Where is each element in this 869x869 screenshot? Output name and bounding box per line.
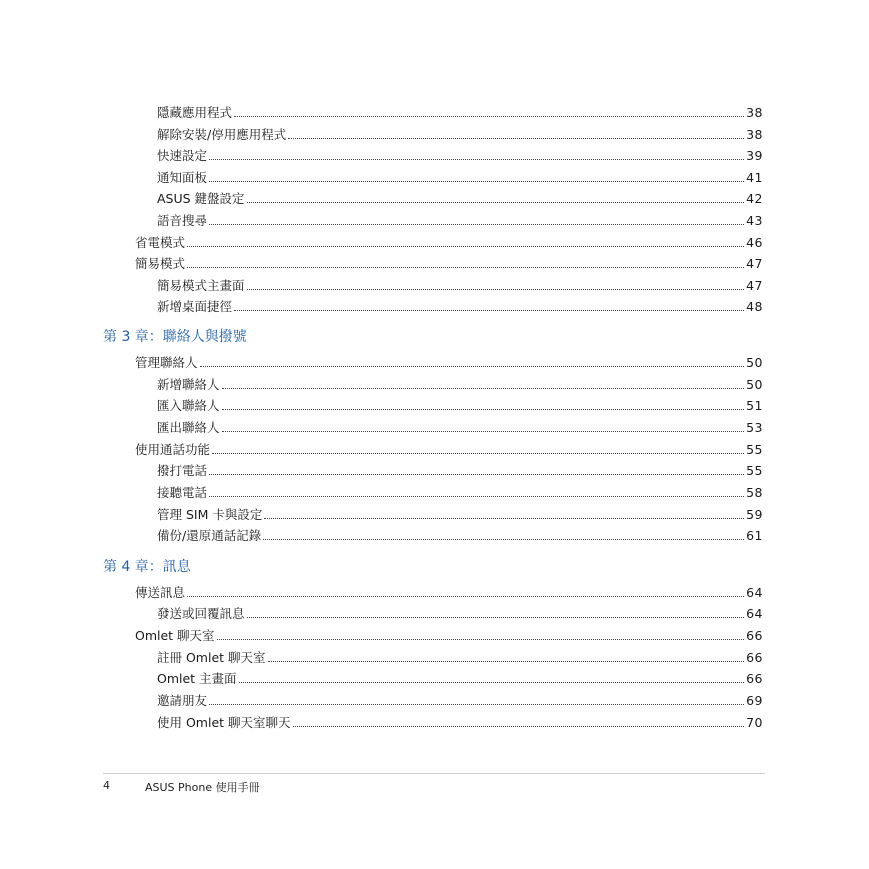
toc-entry[interactable]: [157, 209, 763, 229]
chapter-heading[interactable]: 第 4 章：訊息: [103, 559, 191, 575]
toc-entry[interactable]: [157, 503, 763, 523]
toc-entry[interactable]: [157, 602, 763, 622]
toc-entry-title: 匯出聯絡人: [157, 420, 220, 435]
toc-entry-title: 發送或回覆訊息: [157, 606, 245, 621]
dot-leader: [222, 388, 745, 389]
toc-entry-page: 53: [746, 420, 763, 435]
dot-leader: [217, 639, 745, 640]
toc-entry-page: 58: [746, 485, 763, 500]
toc-entry-title: 簡易模式: [135, 256, 186, 271]
dot-leader: [234, 310, 744, 311]
dot-leader: [187, 246, 744, 247]
footer-manual-title: ASUS Phone 使用手冊: [145, 781, 260, 794]
toc-entry[interactable]: [157, 274, 763, 294]
toc-entry-page: 38: [746, 127, 763, 142]
toc-entry-page: 66: [746, 628, 763, 643]
toc-entry-page: 55: [746, 463, 763, 478]
toc-entry-page: 61: [746, 528, 763, 543]
toc-entry-title: 省電模式: [135, 235, 186, 250]
toc-entry[interactable]: [157, 187, 763, 207]
toc-entry-title: 新增桌面捷徑: [157, 299, 233, 314]
toc-entry-title: 通知面板: [157, 170, 208, 185]
dot-leader: [222, 409, 745, 410]
dot-leader: [209, 474, 744, 475]
dot-leader: [264, 518, 744, 519]
dot-leader: [247, 289, 745, 290]
dot-leader: [200, 366, 745, 367]
toc-entry[interactable]: [135, 624, 763, 644]
toc-entry-page: 50: [746, 355, 763, 370]
dot-leader: [209, 224, 744, 225]
toc-entry-title: 註冊 Omlet 聊天室: [157, 650, 266, 665]
toc-entry[interactable]: [157, 144, 763, 164]
toc-entry-page: 66: [746, 650, 763, 665]
toc-entry-title: 使用 Omlet 聊天室聊天: [157, 715, 291, 730]
toc-entry[interactable]: [157, 667, 763, 687]
toc-entry-title: 邀請朋友: [157, 693, 208, 708]
dot-leader: [247, 617, 745, 618]
toc-entry[interactable]: [157, 646, 763, 666]
dot-leader: [263, 539, 744, 540]
footer-page-number: 4: [103, 779, 110, 792]
toc-entry[interactable]: [135, 231, 763, 251]
toc-entry[interactable]: [157, 373, 763, 393]
dot-leader: [247, 202, 745, 203]
dot-leader: [212, 453, 744, 454]
toc-entry-title: 傳送訊息: [135, 585, 186, 600]
dot-leader: [209, 159, 744, 160]
toc-entry[interactable]: [157, 295, 763, 315]
toc-entry-page: 64: [746, 606, 763, 621]
toc-entry-title: 使用通話功能: [135, 442, 211, 457]
chapter-heading[interactable]: 第 3 章：聯絡人與撥號: [103, 329, 247, 345]
dot-leader: [187, 596, 744, 597]
toc-entry-page: 70: [746, 715, 763, 730]
toc-entry[interactable]: [157, 123, 763, 143]
dot-leader: [288, 138, 744, 139]
toc-entry-title: 管理聯絡人: [135, 355, 198, 370]
toc-entry[interactable]: [157, 459, 763, 479]
dot-leader: [268, 661, 745, 662]
toc-entry[interactable]: [157, 524, 763, 544]
toc-entry[interactable]: [135, 438, 763, 458]
toc-entry-title: 接聽電話: [157, 485, 208, 500]
toc-entry-page: 42: [746, 191, 763, 206]
dot-leader: [209, 704, 744, 705]
toc-entry[interactable]: [157, 416, 763, 436]
toc-entry-page: 48: [746, 299, 763, 314]
toc-entry-title: 新增聯絡人: [157, 377, 220, 392]
toc-entry-title: 撥打電話: [157, 463, 208, 478]
dot-leader: [187, 267, 744, 268]
dot-leader: [234, 116, 744, 117]
toc-entry-page: 55: [746, 442, 763, 457]
toc-entry-title: 隱藏應用程式: [157, 105, 233, 120]
toc-entry[interactable]: [157, 689, 763, 709]
dot-leader: [209, 181, 744, 182]
toc-entry-title: 解除安裝/停用應用程式: [157, 127, 287, 142]
toc-entry[interactable]: [157, 101, 763, 121]
dot-leader: [293, 726, 745, 727]
toc-entry-page: 50: [746, 377, 763, 392]
toc-entry-page: 43: [746, 213, 763, 228]
dot-leader: [222, 431, 745, 432]
toc-entry[interactable]: [135, 351, 763, 371]
toc-entry-page: 46: [746, 235, 763, 250]
toc-entry-title: 簡易模式主畫面: [157, 278, 245, 293]
dot-leader: [239, 682, 745, 683]
toc-entry-title: ASUS 鍵盤設定: [157, 191, 245, 206]
toc-entry-title: 管理 SIM 卡與設定: [157, 507, 263, 522]
toc-entry-page: 41: [746, 170, 763, 185]
toc-entry-page: 51: [746, 398, 763, 413]
footer-divider: [103, 773, 765, 774]
toc-entry-page: 38: [746, 105, 763, 120]
toc-entry-page: 66: [746, 671, 763, 686]
toc-entry-title: Omlet 主畫面: [157, 671, 237, 686]
toc-entry[interactable]: [135, 252, 763, 272]
toc-entry-title: 匯入聯絡人: [157, 398, 220, 413]
toc-entry[interactable]: [157, 711, 763, 731]
toc-entry-page: 47: [746, 278, 763, 293]
toc-entry-page: 47: [746, 256, 763, 271]
toc-entry[interactable]: [157, 166, 763, 186]
toc-entry-page: 39: [746, 148, 763, 163]
toc-entry-page: 59: [746, 507, 763, 522]
toc-entry-title: Omlet 聊天室: [135, 628, 215, 643]
toc-entry[interactable]: [157, 394, 763, 414]
dot-leader: [209, 496, 744, 497]
toc-entry-title: 語音搜尋: [157, 213, 208, 228]
toc-entry[interactable]: [135, 581, 763, 601]
toc-entry-page: 64: [746, 585, 763, 600]
toc-entry[interactable]: [157, 481, 763, 501]
toc-entry-page: 69: [746, 693, 763, 708]
toc-entry-title: 快速設定: [157, 148, 208, 163]
toc-entry-title: 備份/還原通話記錄: [157, 528, 262, 543]
